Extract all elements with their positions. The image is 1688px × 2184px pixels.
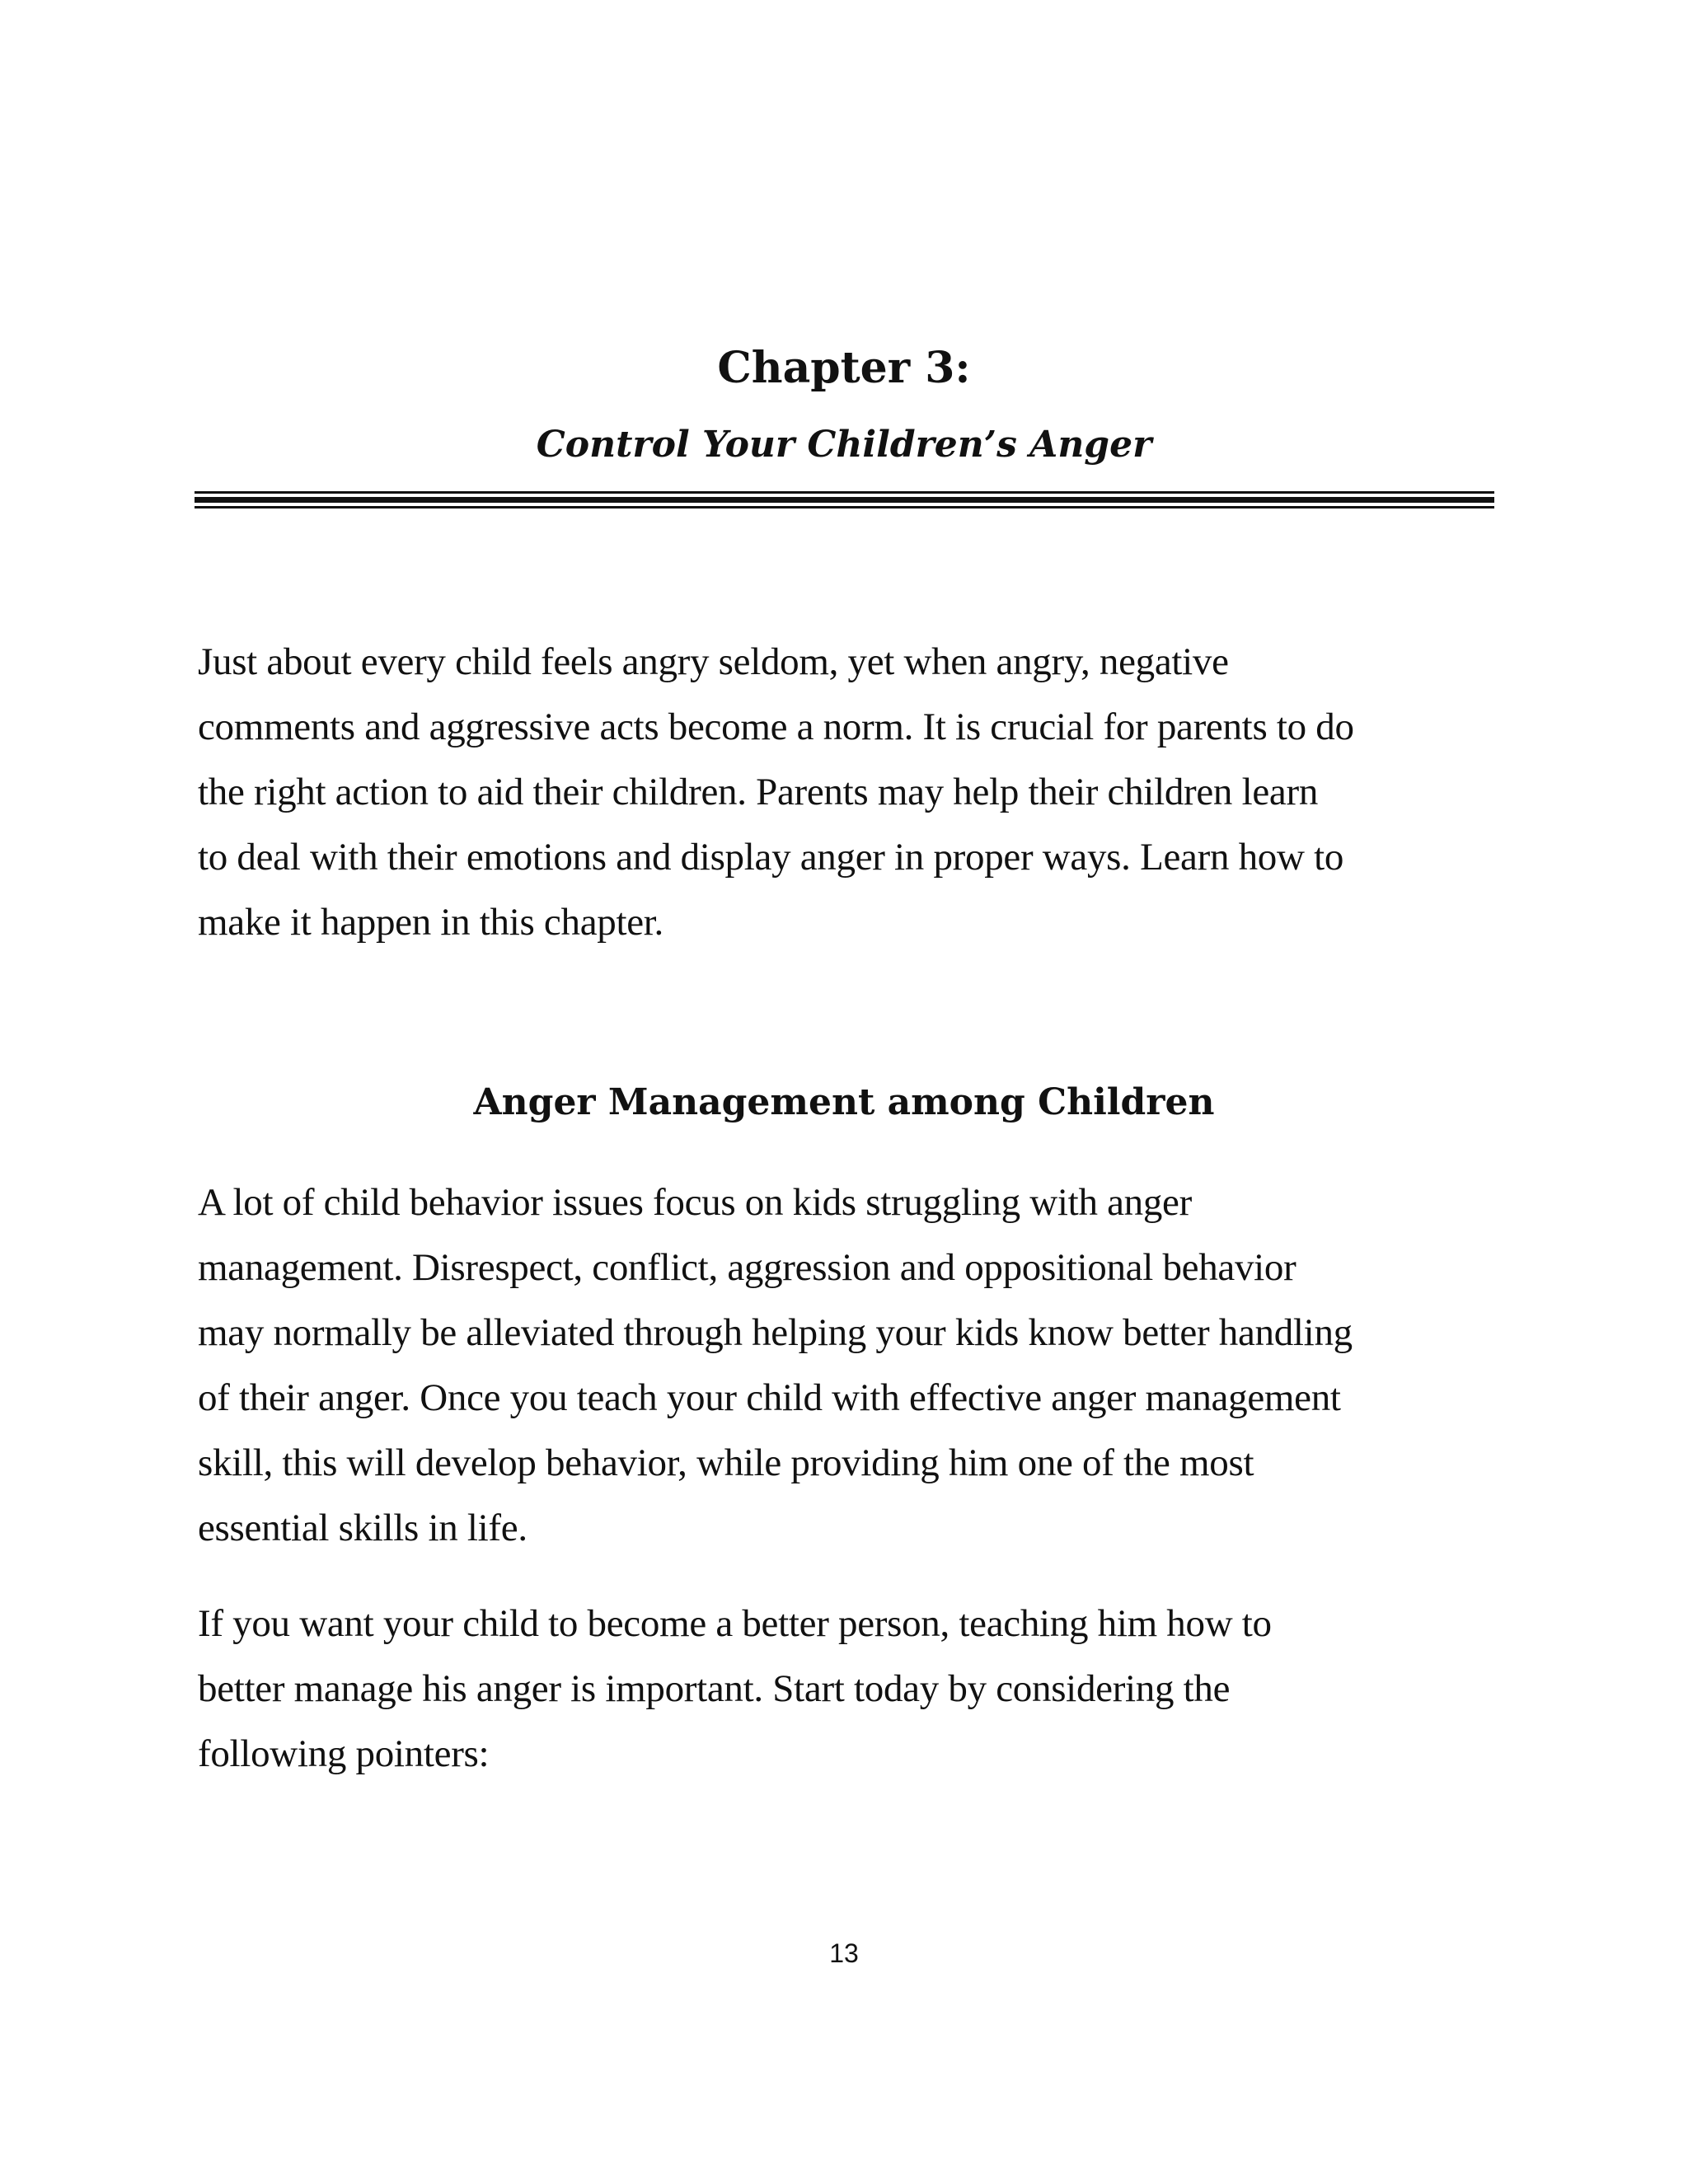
chapter-title: Control Your Children’s Anger (536, 424, 1152, 466)
title-divider-middle (195, 497, 1494, 503)
title-divider-top (195, 491, 1494, 494)
section-paragraph-2 (198, 1591, 1500, 1787)
intro-line: the right action to aid their children. Parents may help their children learn (198, 771, 1319, 813)
intro-line: comments and aggressive acts become a norm. It is crucial for parents to do (198, 705, 1354, 748)
section-paragraph-1 (198, 1170, 1500, 1561)
paragraph-line: management. Disrespect, conflict, aggression and oppositional behavior (198, 1246, 1296, 1289)
chapter-number: Chapter 3: (717, 343, 971, 393)
paragraph-line: skill, this will develop behavior, while providing him one of the most (198, 1441, 1254, 1484)
paragraph-line: better manage his anger is important. Start today by considering the (198, 1667, 1231, 1710)
paragraph-line: of their anger. Once you teach your child with effective anger management (198, 1376, 1341, 1419)
page-number: 13 (829, 1938, 859, 1968)
paragraph-line: If you want your child to become a better person, teaching him how to (198, 1602, 1272, 1645)
section-heading: Anger Management among Children (473, 1081, 1215, 1123)
intro-line: Just about every child feels angry seldom, yet when angry, negative (198, 640, 1229, 683)
paragraph-line: essential skills in life. (198, 1507, 528, 1549)
intro-paragraph (198, 630, 1500, 955)
intro-line: to deal with their emotions and display anger in proper ways. Learn how to (198, 836, 1344, 879)
intro-line: make it happen in this chapter. (198, 901, 663, 944)
paragraph-line: may normally be alleviated through helping your kids know better handling (198, 1311, 1353, 1354)
paragraph-line: A lot of child behavior issues focus on kids struggling with anger (198, 1181, 1192, 1224)
paragraph-line: following pointers: (198, 1732, 490, 1775)
title-divider-bottom (195, 506, 1494, 509)
